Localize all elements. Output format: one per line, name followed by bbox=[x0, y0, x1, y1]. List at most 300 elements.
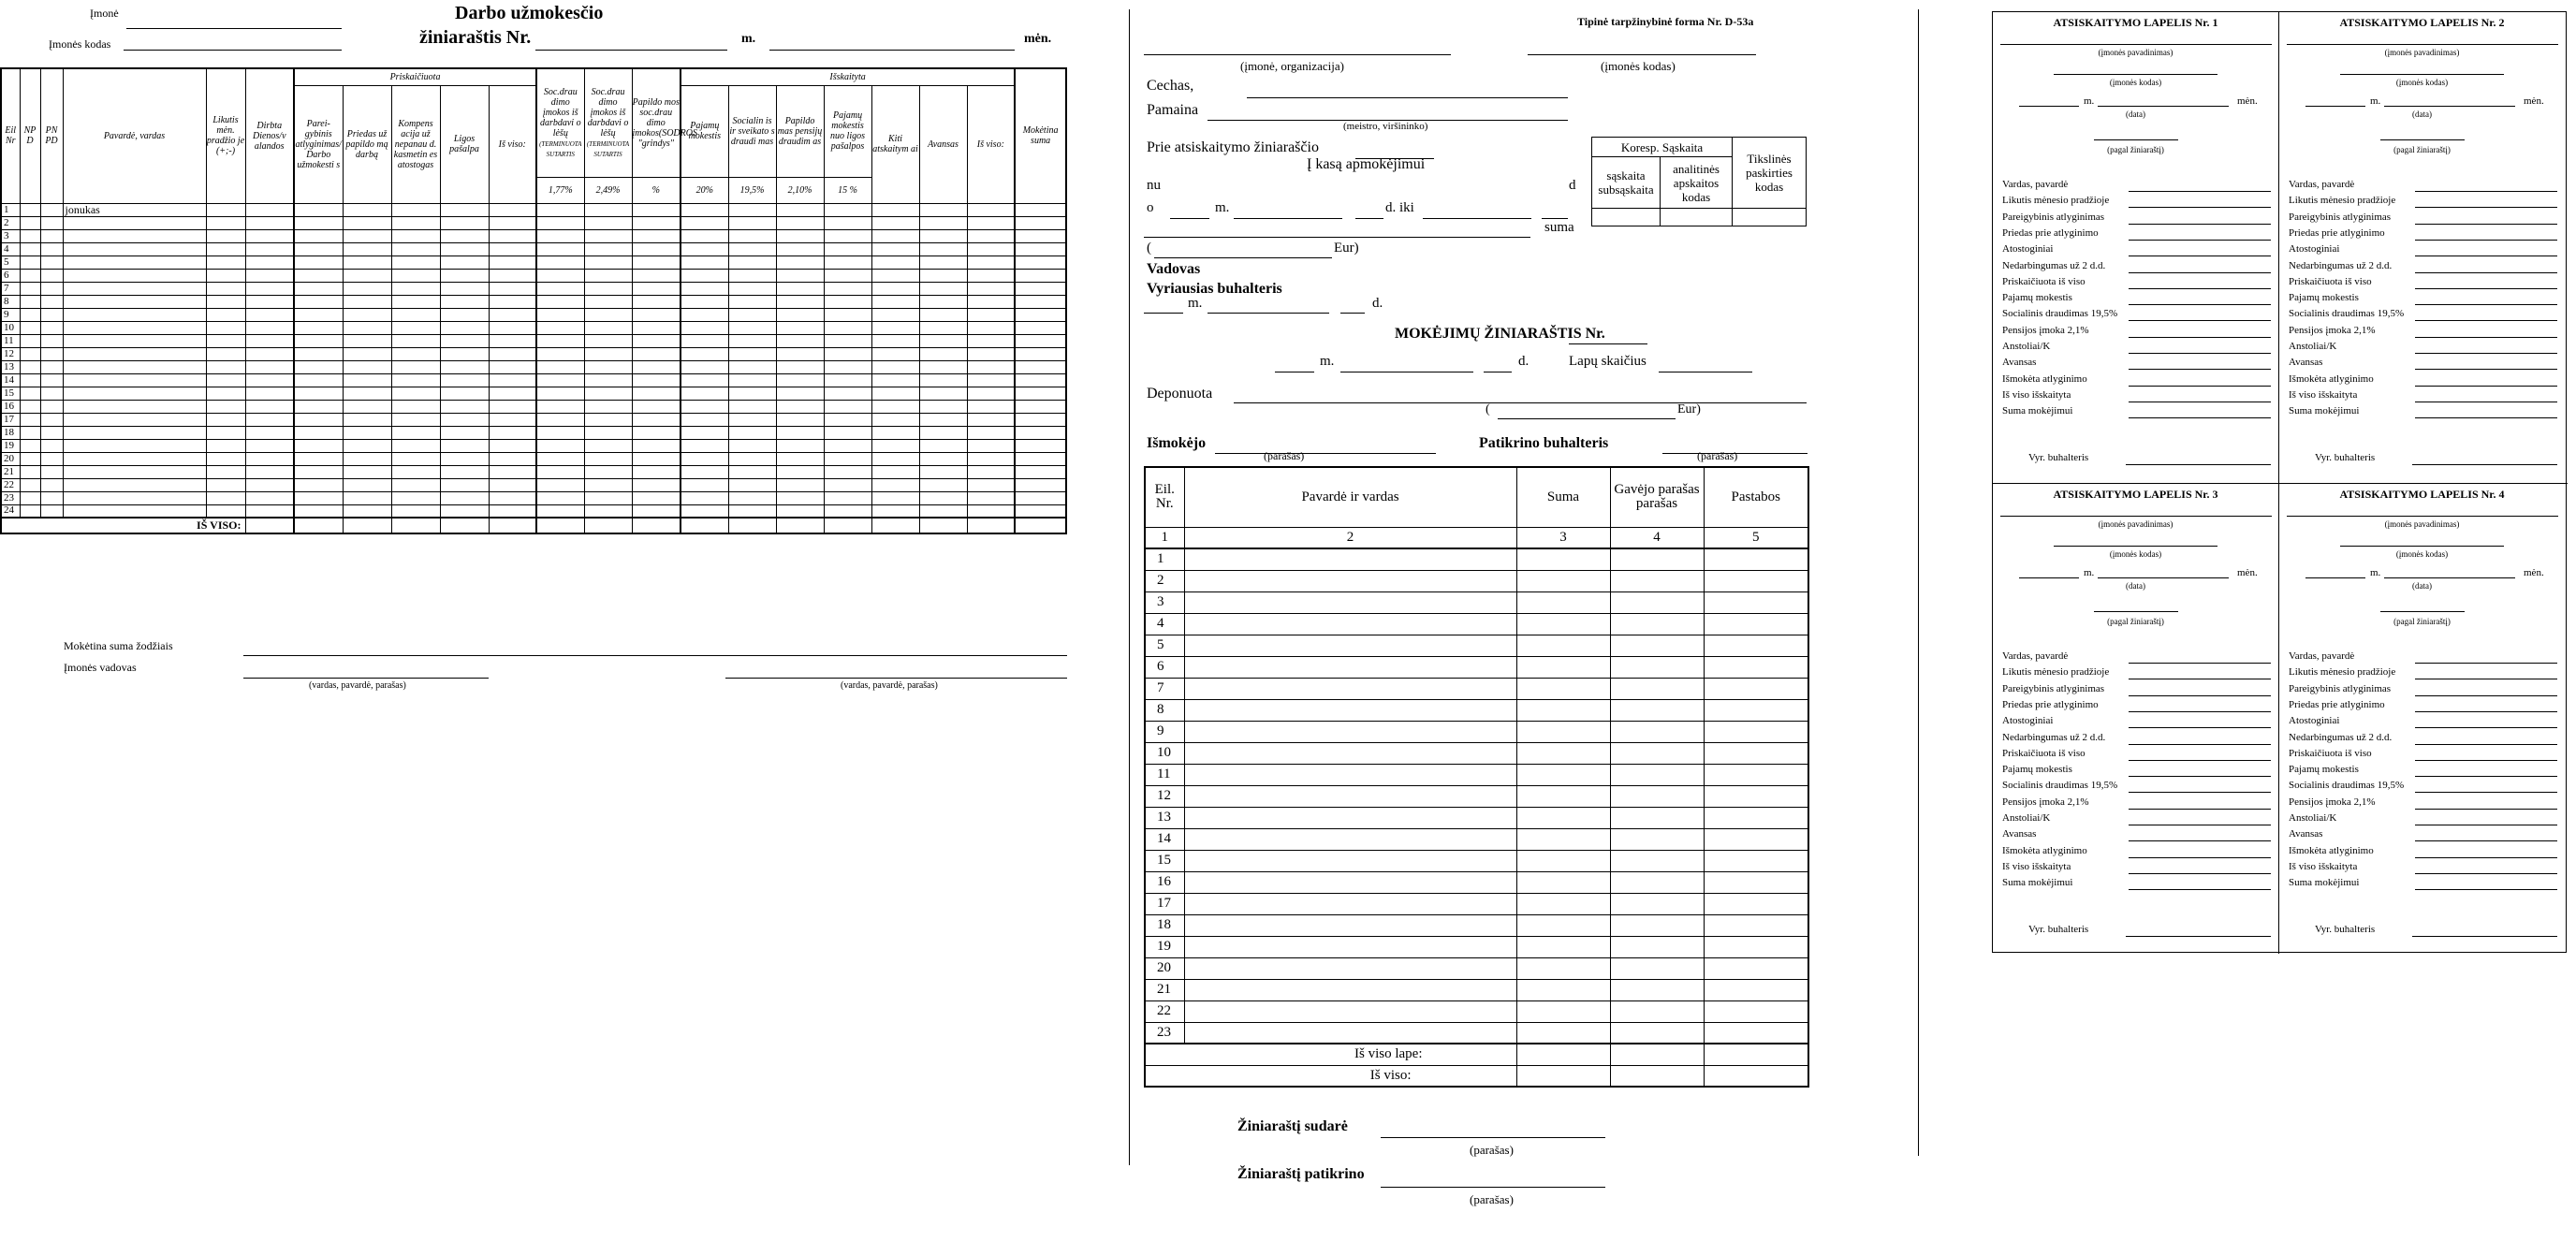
payroll-cell[interactable] bbox=[245, 282, 294, 295]
payroll-cell[interactable] bbox=[20, 452, 40, 465]
payroll-cell[interactable] bbox=[40, 465, 63, 478]
payroll-cell[interactable] bbox=[20, 465, 40, 478]
month-from-field[interactable] bbox=[1234, 218, 1342, 219]
payroll-cell[interactable] bbox=[489, 504, 536, 518]
payroll-cell[interactable] bbox=[391, 452, 440, 465]
payroll-cell[interactable] bbox=[63, 347, 206, 360]
payroll-cell[interactable] bbox=[824, 269, 871, 282]
payroll-cell[interactable] bbox=[391, 203, 440, 216]
payroll-cell[interactable] bbox=[536, 256, 584, 269]
payroll-cell[interactable] bbox=[776, 282, 824, 295]
payroll-cell[interactable] bbox=[681, 426, 728, 439]
payroll-cell[interactable] bbox=[40, 413, 63, 426]
payroll-cell[interactable] bbox=[489, 439, 536, 452]
payroll-cell[interactable] bbox=[343, 491, 391, 504]
payroll-cell[interactable] bbox=[343, 242, 391, 256]
payroll-cell[interactable] bbox=[824, 216, 871, 229]
payroll-cell[interactable] bbox=[20, 478, 40, 491]
payroll-cell[interactable] bbox=[919, 347, 967, 360]
payment-cell[interactable] bbox=[1516, 764, 1610, 785]
payroll-cell[interactable] bbox=[245, 373, 294, 387]
payroll-cell[interactable] bbox=[584, 426, 632, 439]
payroll-cell[interactable] bbox=[967, 439, 1015, 452]
payroll-cell[interactable] bbox=[40, 347, 63, 360]
payroll-cell[interactable] bbox=[871, 452, 919, 465]
payroll-cell[interactable] bbox=[536, 334, 584, 347]
payroll-cell[interactable] bbox=[776, 334, 824, 347]
payroll-cell[interactable] bbox=[294, 256, 343, 269]
payroll-cell[interactable] bbox=[1015, 229, 1066, 242]
payroll-cell[interactable] bbox=[40, 400, 63, 413]
payroll-cell[interactable] bbox=[1015, 504, 1066, 518]
payroll-cell[interactable] bbox=[206, 308, 245, 321]
payment-cell[interactable] bbox=[1704, 699, 1808, 721]
payroll-cell[interactable] bbox=[294, 452, 343, 465]
payment-cell[interactable] bbox=[1610, 548, 1704, 570]
payroll-cell[interactable] bbox=[206, 295, 245, 308]
payroll-cell[interactable] bbox=[20, 413, 40, 426]
payroll-cell[interactable] bbox=[206, 216, 245, 229]
payroll-cell[interactable] bbox=[824, 413, 871, 426]
payroll-cell[interactable] bbox=[681, 452, 728, 465]
payroll-cell[interactable] bbox=[776, 360, 824, 373]
payroll-cell[interactable] bbox=[681, 387, 728, 400]
payroll-cell[interactable] bbox=[1015, 295, 1066, 308]
payroll-cell[interactable] bbox=[776, 295, 824, 308]
year-from-field[interactable] bbox=[1170, 218, 1209, 219]
payroll-cell[interactable] bbox=[489, 360, 536, 373]
cechas-field[interactable] bbox=[1247, 97, 1568, 98]
slip-month-field[interactable] bbox=[2098, 106, 2229, 107]
payroll-cell[interactable] bbox=[206, 203, 245, 216]
payment-cell[interactable] bbox=[1610, 570, 1704, 591]
payroll-cell[interactable] bbox=[728, 452, 776, 465]
payroll-cell[interactable] bbox=[536, 321, 584, 334]
slip-field-value[interactable] bbox=[2415, 304, 2557, 305]
payroll-cell[interactable] bbox=[632, 216, 681, 229]
payroll-cell[interactable] bbox=[967, 347, 1015, 360]
payroll-cell[interactable] bbox=[728, 203, 776, 216]
payroll-cell[interactable] bbox=[584, 321, 632, 334]
payroll-cell[interactable] bbox=[20, 439, 40, 452]
sudare-field[interactable] bbox=[1381, 1137, 1605, 1138]
payroll-cell[interactable] bbox=[40, 295, 63, 308]
payroll-cell[interactable] bbox=[681, 478, 728, 491]
slip-company-field[interactable] bbox=[2000, 516, 2272, 517]
payroll-cell[interactable] bbox=[919, 256, 967, 269]
payroll-cell[interactable] bbox=[391, 465, 440, 478]
payroll-cell[interactable] bbox=[1015, 347, 1066, 360]
payroll-cell[interactable] bbox=[776, 308, 824, 321]
payroll-cell[interactable] bbox=[632, 426, 681, 439]
payroll-cell[interactable] bbox=[206, 452, 245, 465]
payroll-cell[interactable] bbox=[967, 491, 1015, 504]
payroll-cell[interactable] bbox=[206, 426, 245, 439]
payroll-cell[interactable] bbox=[584, 491, 632, 504]
slip-sheet-field[interactable] bbox=[2380, 139, 2465, 140]
payroll-cell[interactable] bbox=[584, 400, 632, 413]
payroll-cell[interactable] bbox=[440, 321, 489, 334]
slip-field-value[interactable] bbox=[2129, 224, 2271, 225]
payroll-cell[interactable] bbox=[967, 203, 1015, 216]
payroll-cell[interactable] bbox=[776, 321, 824, 334]
payroll-cell[interactable] bbox=[20, 295, 40, 308]
payroll-cell[interactable] bbox=[206, 347, 245, 360]
payroll-cell[interactable] bbox=[63, 426, 206, 439]
payroll-cell[interactable] bbox=[245, 295, 294, 308]
payroll-cell[interactable] bbox=[343, 347, 391, 360]
payroll-cell[interactable] bbox=[681, 413, 728, 426]
payment-cell[interactable] bbox=[1704, 871, 1808, 893]
payroll-cell[interactable] bbox=[776, 426, 824, 439]
slip-field-value[interactable] bbox=[2415, 840, 2557, 841]
payroll-cell[interactable] bbox=[728, 400, 776, 413]
slip-company-field[interactable] bbox=[2287, 44, 2558, 45]
payroll-cell[interactable] bbox=[681, 347, 728, 360]
payroll-cell[interactable] bbox=[776, 347, 824, 360]
slip-field-value[interactable] bbox=[2415, 207, 2557, 208]
payroll-cell[interactable] bbox=[440, 439, 489, 452]
payroll-cell[interactable] bbox=[824, 347, 871, 360]
payroll-cell[interactable] bbox=[245, 465, 294, 478]
payroll-cell[interactable] bbox=[1015, 387, 1066, 400]
payroll-cell[interactable] bbox=[40, 478, 63, 491]
payroll-cell[interactable] bbox=[343, 373, 391, 387]
payroll-cell[interactable] bbox=[206, 360, 245, 373]
payment-cell[interactable] bbox=[1184, 764, 1516, 785]
amount-in-words-field[interactable] bbox=[243, 655, 1067, 656]
payroll-cell[interactable] bbox=[919, 373, 967, 387]
eur-field[interactable] bbox=[1154, 257, 1332, 258]
slip-field-value[interactable] bbox=[2129, 711, 2271, 712]
payroll-cell[interactable] bbox=[440, 373, 489, 387]
payroll-cell[interactable] bbox=[63, 400, 206, 413]
payroll-cell[interactable] bbox=[440, 347, 489, 360]
payroll-cell[interactable] bbox=[536, 308, 584, 321]
payroll-cell[interactable] bbox=[728, 413, 776, 426]
payroll-cell[interactable] bbox=[20, 426, 40, 439]
payment-cell[interactable] bbox=[1704, 570, 1808, 591]
payroll-cell[interactable] bbox=[824, 242, 871, 256]
payroll-cell[interactable] bbox=[343, 439, 391, 452]
payroll-cell[interactable] bbox=[20, 491, 40, 504]
payroll-cell[interactable] bbox=[967, 387, 1015, 400]
payroll-cell[interactable] bbox=[824, 504, 871, 518]
slip-field-value[interactable] bbox=[2415, 191, 2557, 192]
payroll-cell[interactable] bbox=[632, 360, 681, 373]
payroll-cell[interactable] bbox=[919, 295, 967, 308]
payroll-cell[interactable] bbox=[919, 229, 967, 242]
payroll-cell[interactable] bbox=[776, 216, 824, 229]
payroll-cell[interactable] bbox=[632, 295, 681, 308]
slip-sheet-field[interactable] bbox=[2380, 611, 2465, 612]
payroll-cell[interactable] bbox=[343, 465, 391, 478]
payroll-cell[interactable] bbox=[632, 334, 681, 347]
payroll-cell[interactable] bbox=[206, 439, 245, 452]
payroll-cell[interactable] bbox=[584, 465, 632, 478]
payroll-cell[interactable] bbox=[294, 242, 343, 256]
director-signature-field[interactable] bbox=[243, 678, 489, 679]
payroll-cell[interactable] bbox=[632, 256, 681, 269]
payroll-cell[interactable] bbox=[632, 387, 681, 400]
payroll-cell[interactable] bbox=[294, 295, 343, 308]
payroll-cell[interactable] bbox=[20, 347, 40, 360]
payroll-cell[interactable] bbox=[681, 360, 728, 373]
payroll-cell[interactable] bbox=[536, 413, 584, 426]
payroll-cell[interactable] bbox=[728, 347, 776, 360]
payroll-cell[interactable] bbox=[632, 229, 681, 242]
payment-cell[interactable] bbox=[1516, 871, 1610, 893]
payroll-cell[interactable] bbox=[728, 360, 776, 373]
payroll-cell[interactable] bbox=[63, 295, 206, 308]
payroll-cell[interactable] bbox=[1015, 216, 1066, 229]
slip-field-value[interactable] bbox=[2415, 224, 2557, 225]
payroll-cell[interactable] bbox=[489, 229, 536, 242]
payroll-cell[interactable] bbox=[584, 242, 632, 256]
payroll-cell[interactable] bbox=[245, 216, 294, 229]
payment-cell[interactable] bbox=[1184, 613, 1516, 635]
payroll-cell[interactable] bbox=[489, 491, 536, 504]
payroll-cell[interactable] bbox=[40, 216, 63, 229]
payroll-cell[interactable] bbox=[245, 229, 294, 242]
payroll-cell[interactable] bbox=[584, 229, 632, 242]
payroll-cell[interactable] bbox=[440, 295, 489, 308]
day-from-field[interactable] bbox=[1355, 218, 1383, 219]
payroll-cell[interactable] bbox=[632, 413, 681, 426]
payroll-cell[interactable] bbox=[245, 400, 294, 413]
slip-field-value[interactable] bbox=[2129, 873, 2271, 874]
payroll-cell[interactable] bbox=[40, 387, 63, 400]
payment-cell[interactable] bbox=[1610, 871, 1704, 893]
payment-cell[interactable] bbox=[1516, 678, 1610, 699]
payroll-cell[interactable] bbox=[967, 400, 1015, 413]
payroll-cell[interactable] bbox=[440, 242, 489, 256]
payroll-cell[interactable] bbox=[440, 426, 489, 439]
payroll-cell[interactable] bbox=[489, 242, 536, 256]
payroll-cell[interactable] bbox=[536, 439, 584, 452]
payroll-cell[interactable] bbox=[681, 216, 728, 229]
payment-cell[interactable] bbox=[1184, 914, 1516, 936]
payroll-cell[interactable] bbox=[919, 439, 967, 452]
payroll-cell[interactable] bbox=[681, 269, 728, 282]
slip-field-value[interactable] bbox=[2129, 417, 2271, 418]
payroll-cell[interactable] bbox=[245, 256, 294, 269]
payroll-cell[interactable] bbox=[489, 465, 536, 478]
payroll-cell[interactable] bbox=[632, 491, 681, 504]
payroll-cell[interactable] bbox=[206, 400, 245, 413]
payroll-cell[interactable] bbox=[245, 360, 294, 373]
payroll-cell[interactable] bbox=[824, 334, 871, 347]
slip-code-field[interactable] bbox=[2054, 74, 2217, 75]
payroll-cell[interactable] bbox=[584, 504, 632, 518]
payment-cell[interactable] bbox=[1610, 957, 1704, 979]
payment-cell[interactable] bbox=[1610, 893, 1704, 914]
payroll-cell[interactable] bbox=[728, 478, 776, 491]
payroll-cell[interactable] bbox=[728, 491, 776, 504]
payroll-cell[interactable] bbox=[584, 387, 632, 400]
payroll-cell[interactable] bbox=[681, 256, 728, 269]
payment-cell[interactable] bbox=[1516, 699, 1610, 721]
payment-cell[interactable] bbox=[1184, 721, 1516, 742]
slip-field-value[interactable] bbox=[2129, 304, 2271, 305]
payment-cell[interactable] bbox=[1516, 828, 1610, 850]
payroll-cell[interactable] bbox=[1015, 491, 1066, 504]
payroll-cell[interactable] bbox=[681, 504, 728, 518]
payroll-cell[interactable] bbox=[20, 216, 40, 229]
slip-year-field[interactable] bbox=[2305, 577, 2365, 578]
payroll-cell[interactable] bbox=[343, 426, 391, 439]
payroll-cell[interactable] bbox=[871, 242, 919, 256]
deponuota-field[interactable] bbox=[1234, 402, 1807, 403]
payroll-cell[interactable] bbox=[632, 373, 681, 387]
payroll-cell[interactable] bbox=[536, 295, 584, 308]
slip-accountant-field[interactable] bbox=[2412, 936, 2557, 937]
payment-cell[interactable] bbox=[1704, 635, 1808, 656]
payroll-cell[interactable] bbox=[489, 282, 536, 295]
payroll-cell[interactable] bbox=[343, 334, 391, 347]
payroll-cell[interactable] bbox=[440, 452, 489, 465]
payroll-cell[interactable] bbox=[343, 229, 391, 242]
payment-cell[interactable] bbox=[1184, 979, 1516, 1000]
payroll-cell[interactable] bbox=[489, 452, 536, 465]
payment-cell[interactable] bbox=[1516, 742, 1610, 764]
payroll-cell[interactable] bbox=[440, 282, 489, 295]
payment-cell[interactable] bbox=[1704, 957, 1808, 979]
payroll-cell[interactable] bbox=[728, 334, 776, 347]
payroll-cell[interactable] bbox=[1015, 334, 1066, 347]
payroll-cell[interactable] bbox=[536, 360, 584, 373]
slip-code-field[interactable] bbox=[2054, 546, 2217, 547]
payroll-cell[interactable] bbox=[919, 413, 967, 426]
payroll-cell[interactable] bbox=[584, 413, 632, 426]
payment-cell[interactable] bbox=[1184, 893, 1516, 914]
payment-cell[interactable] bbox=[1516, 1022, 1610, 1044]
payroll-cell[interactable] bbox=[871, 203, 919, 216]
slip-field-value[interactable] bbox=[2415, 417, 2557, 418]
slip-field-value[interactable] bbox=[2129, 889, 2271, 890]
payroll-cell[interactable] bbox=[391, 413, 440, 426]
payroll-cell[interactable] bbox=[632, 321, 681, 334]
payment-cell[interactable] bbox=[1610, 914, 1704, 936]
payment-cell[interactable] bbox=[1516, 570, 1610, 591]
payment-cell[interactable] bbox=[1610, 764, 1704, 785]
payroll-cell[interactable] bbox=[294, 308, 343, 321]
org-field[interactable] bbox=[1144, 54, 1451, 55]
payroll-cell[interactable] bbox=[871, 387, 919, 400]
payroll-cell[interactable] bbox=[206, 321, 245, 334]
payroll-cell[interactable] bbox=[967, 478, 1015, 491]
payroll-cell[interactable] bbox=[391, 360, 440, 373]
payment-cell[interactable] bbox=[1610, 1022, 1704, 1044]
payment-cell[interactable] bbox=[1704, 1022, 1808, 1044]
company-field[interactable] bbox=[126, 28, 342, 29]
payroll-cell[interactable] bbox=[871, 373, 919, 387]
payroll-cell[interactable] bbox=[63, 439, 206, 452]
slip-accountant-field[interactable] bbox=[2412, 464, 2557, 465]
payroll-cell[interactable] bbox=[919, 465, 967, 478]
payroll-cell[interactable] bbox=[20, 321, 40, 334]
payroll-cell[interactable] bbox=[245, 478, 294, 491]
payroll-cell[interactable] bbox=[343, 216, 391, 229]
slip-accountant-field[interactable] bbox=[2126, 936, 2271, 937]
slip-company-field[interactable] bbox=[2287, 516, 2558, 517]
payroll-cell[interactable] bbox=[206, 229, 245, 242]
slip-field-value[interactable] bbox=[2415, 288, 2557, 289]
payroll-cell[interactable] bbox=[245, 242, 294, 256]
payroll-cell[interactable] bbox=[871, 347, 919, 360]
payroll-cell[interactable] bbox=[584, 269, 632, 282]
payroll-cell[interactable] bbox=[1015, 373, 1066, 387]
payroll-cell[interactable] bbox=[919, 400, 967, 413]
payroll-cell[interactable] bbox=[343, 256, 391, 269]
payroll-cell[interactable] bbox=[967, 465, 1015, 478]
payroll-cell[interactable] bbox=[391, 321, 440, 334]
slip-year-field[interactable] bbox=[2305, 106, 2365, 107]
payroll-cell[interactable] bbox=[681, 491, 728, 504]
payroll-cell[interactable] bbox=[245, 347, 294, 360]
payroll-cell[interactable] bbox=[536, 465, 584, 478]
payment-cell[interactable] bbox=[1704, 591, 1808, 613]
payroll-cell[interactable] bbox=[63, 373, 206, 387]
payment-cell[interactable] bbox=[1704, 807, 1808, 828]
payroll-cell[interactable] bbox=[967, 216, 1015, 229]
payroll-cell[interactable] bbox=[536, 452, 584, 465]
payroll-cell[interactable] bbox=[776, 373, 824, 387]
payroll-cell[interactable] bbox=[63, 269, 206, 282]
payroll-cell[interactable] bbox=[824, 203, 871, 216]
payment-cell[interactable] bbox=[1516, 893, 1610, 914]
payroll-cell[interactable] bbox=[584, 216, 632, 229]
payroll-cell[interactable] bbox=[40, 308, 63, 321]
slip-field-value[interactable] bbox=[2129, 840, 2271, 841]
payroll-cell[interactable] bbox=[294, 400, 343, 413]
payroll-cell[interactable] bbox=[536, 282, 584, 295]
payroll-cell[interactable] bbox=[489, 308, 536, 321]
payroll-cell[interactable] bbox=[40, 203, 63, 216]
employee-name[interactable]: jonukas bbox=[63, 203, 206, 216]
slip-month-field[interactable] bbox=[2384, 106, 2515, 107]
payroll-cell[interactable] bbox=[489, 478, 536, 491]
payroll-cell[interactable] bbox=[1015, 256, 1066, 269]
payroll-cell[interactable] bbox=[343, 308, 391, 321]
payroll-cell[interactable] bbox=[440, 400, 489, 413]
payroll-cell[interactable] bbox=[489, 295, 536, 308]
payroll-cell[interactable] bbox=[776, 465, 824, 478]
payroll-cell[interactable] bbox=[1015, 478, 1066, 491]
slip-field-value[interactable] bbox=[2129, 776, 2271, 777]
slip-field-value[interactable] bbox=[2415, 272, 2557, 273]
payroll-cell[interactable] bbox=[681, 334, 728, 347]
payroll-cell[interactable] bbox=[245, 413, 294, 426]
payroll-cell[interactable] bbox=[728, 269, 776, 282]
payroll-cell[interactable] bbox=[728, 504, 776, 518]
payroll-cell[interactable] bbox=[728, 465, 776, 478]
day-to-field[interactable] bbox=[1542, 218, 1568, 219]
payroll-cell[interactable] bbox=[824, 478, 871, 491]
slip-field-value[interactable] bbox=[2415, 369, 2557, 370]
payroll-cell[interactable] bbox=[824, 400, 871, 413]
payment-cell[interactable] bbox=[1184, 828, 1516, 850]
payment-cell[interactable] bbox=[1704, 656, 1808, 678]
patikrino2-field[interactable] bbox=[1381, 1187, 1605, 1188]
payroll-cell[interactable] bbox=[776, 256, 824, 269]
payroll-cell[interactable] bbox=[63, 478, 206, 491]
payroll-cell[interactable] bbox=[1015, 242, 1066, 256]
month-field-2[interactable] bbox=[1208, 313, 1329, 314]
payroll-cell[interactable] bbox=[343, 413, 391, 426]
payroll-cell[interactable] bbox=[40, 452, 63, 465]
payroll-cell[interactable] bbox=[776, 387, 824, 400]
